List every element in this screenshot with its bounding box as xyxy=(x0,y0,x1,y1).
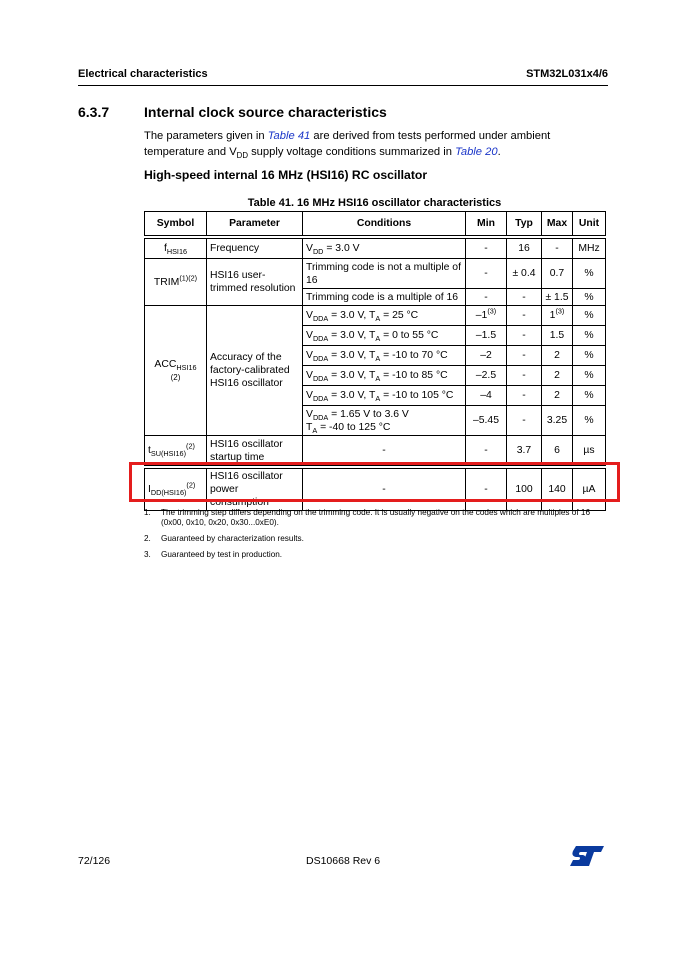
freq-unit: MHz xyxy=(573,239,606,259)
acc-typ-4: - xyxy=(507,366,542,386)
idd-conditions: - xyxy=(303,469,466,511)
acc-min-6: –5.45 xyxy=(466,406,507,436)
page-number: 72/126 xyxy=(78,855,111,867)
trim-cond-2: Trimming code is a multiple of 16 xyxy=(303,289,466,306)
acc-min-4: –2.5 xyxy=(466,366,507,386)
trim-unit-1: % xyxy=(573,259,606,289)
acc-max-4: 2 xyxy=(542,366,573,386)
acc-typ-1: - xyxy=(507,306,542,326)
acc-typ-5: - xyxy=(507,386,542,406)
acc-cond-6: $V_{DDA} = 1.65$ V to 3.6 V $T_A = -40$ to 125 °C xyxy=(303,406,466,436)
acc-unit-4: % xyxy=(573,366,606,386)
footnote: 3. Guaranteed by test in production. xyxy=(144,550,283,559)
idd-typ: 100 xyxy=(507,469,542,511)
freq-typ: 16 xyxy=(507,239,542,259)
acc-max-6: 3.25 xyxy=(542,406,573,436)
acc-typ-2: - xyxy=(507,326,542,346)
tsu-conditions: - xyxy=(303,436,466,466)
trim-max-1: 0.7 xyxy=(542,259,573,289)
header-unit: Unit xyxy=(573,212,606,236)
table-20-link[interactable]: Table 20 xyxy=(455,146,498,158)
acc-typ-6: - xyxy=(507,406,542,436)
table-caption: Table 41. 16 MHz HSI16 oscillator characteristics xyxy=(247,197,502,209)
freq-min: - xyxy=(466,239,507,259)
header-part-number: STM32L031x4/6 xyxy=(526,68,608,80)
acc-cond-5: $V_{DDA} = 3.0$ V, $T_A = -10$ to 105 °C xyxy=(303,386,466,406)
trim-symbol: $TRIM^{(1)(2)}$ xyxy=(145,259,207,306)
header-conditions: Conditions xyxy=(303,212,466,236)
freq-symbol: $f_{HSI16}$ xyxy=(145,239,207,259)
trim-min-2: - xyxy=(466,289,507,306)
header-parameter: Parameter xyxy=(207,212,303,236)
tsu-parameter: HSI16 oscillator startup time xyxy=(207,436,303,466)
header-symbol: Symbol xyxy=(145,212,207,236)
table-row-freq xyxy=(145,239,606,259)
trim-unit-2: % xyxy=(573,289,606,306)
acc-cond-4: $V_{DDA} = 3.0$ V, $T_A = -10$ to 85 °C xyxy=(303,366,466,386)
freq-parameter: Frequency xyxy=(207,239,303,259)
document-revision: DS10668 Rev 6 xyxy=(306,855,381,867)
acc-min-3: –2 xyxy=(466,346,507,366)
intro-text-2: are derived from tests performed under ambient temperature and V xyxy=(144,130,551,158)
idd-symbol: $I_{DD(HSI16)}^{(2)}$ xyxy=(145,469,207,511)
acc-min-1: –1$^{(3)}$ xyxy=(466,306,507,326)
section-number: 6.3.7 xyxy=(78,104,110,120)
acc-parameter: Accuracy of the factory-calibrated HSI16 oscillator xyxy=(207,306,303,436)
acc-max-1: 1$^{(3)}$ xyxy=(542,306,573,326)
acc-unit-2: % xyxy=(573,326,606,346)
footnote: 1. The trimming step differs depending on the trimming code. It is usually negative on the codes which are multiples of 16 (0x00, 0x10, 0x20, 0x30...0xE0). xyxy=(144,508,591,527)
table-header-row xyxy=(145,212,606,236)
acc-cond-1: $V_{DDA} = 3.0$ V, $T_A = 25$ °C xyxy=(303,306,466,326)
tsu-unit: µs xyxy=(573,436,606,466)
tsu-max: 6 xyxy=(542,436,573,466)
footnote: 2. Guaranteed by characterization results. xyxy=(144,534,304,543)
intro-text-3: supply voltage conditions summarized in xyxy=(247,146,456,158)
acc-symbol: $ACC_{HSI16}$ (2) xyxy=(145,306,207,436)
idd-max: 140 xyxy=(542,469,573,511)
section-title: Internal clock source characteristics xyxy=(144,104,387,120)
acc-max-2: 1.5 xyxy=(542,326,573,346)
st-logo-icon xyxy=(568,844,606,873)
idd-parameter: HSI16 oscillator power consumption xyxy=(207,469,303,511)
acc-min-5: –4 xyxy=(466,386,507,406)
table-row-trim-1 xyxy=(145,259,606,289)
trim-min-1: - xyxy=(466,259,507,289)
table-row-acc-1 xyxy=(145,306,606,326)
tsu-typ: 3.7 xyxy=(507,436,542,466)
header-typ: Typ xyxy=(507,212,542,236)
acc-cond-3: $V_{DDA} = 3.0$ V, $T_A = -10$ to 70 °C xyxy=(303,346,466,366)
acc-cond-2: $V_{DDA} = 3.0$ V, $T_A = 0$ to 55 °C xyxy=(303,326,466,346)
trim-max-2: ± 1.5 xyxy=(542,289,573,306)
intro-text-1: The parameters given in xyxy=(144,130,268,142)
intro-text-4: . xyxy=(497,146,501,158)
trim-parameter: HSI16 user-trimmed resolution xyxy=(207,259,303,306)
subheading: High-speed internal 16 MHz (HSI16) RC oscillator xyxy=(144,168,428,182)
acc-unit-6: % xyxy=(573,406,606,436)
acc-min-2: –1.5 xyxy=(466,326,507,346)
acc-unit-1: % xyxy=(573,306,606,326)
acc-max-5: 2 xyxy=(542,386,573,406)
header-rule xyxy=(78,85,608,86)
acc-typ-3: - xyxy=(507,346,542,366)
freq-max: - xyxy=(542,239,573,259)
trim-cond-1: Trimming code is not a multiple of 16 xyxy=(303,259,466,289)
acc-unit-5: % xyxy=(573,386,606,406)
intro-paragraph xyxy=(144,128,604,160)
trim-typ-1: ± 0.4 xyxy=(507,259,542,289)
header-section-title: Electrical characteristics xyxy=(78,68,208,80)
header-max: Max xyxy=(542,212,573,236)
table-row-tsu xyxy=(145,436,606,466)
tsu-symbol: $t_{SU(HSI16)}^{(2)}$ xyxy=(145,436,207,466)
acc-unit-3: % xyxy=(573,346,606,366)
intro-vdd-sub: DD xyxy=(236,151,248,161)
acc-max-3: 2 xyxy=(542,346,573,366)
table-41-link[interactable]: Table 41 xyxy=(267,130,311,142)
trim-typ-2: - xyxy=(507,289,542,306)
freq-conditions: $V_{DD} = 3.0$ V xyxy=(303,239,466,259)
idd-min: - xyxy=(466,469,507,511)
tsu-min: - xyxy=(466,436,507,466)
highlight-box xyxy=(129,462,620,502)
idd-unit: µA xyxy=(573,469,606,511)
header-min: Min xyxy=(466,212,507,236)
footnotes xyxy=(144,508,614,566)
